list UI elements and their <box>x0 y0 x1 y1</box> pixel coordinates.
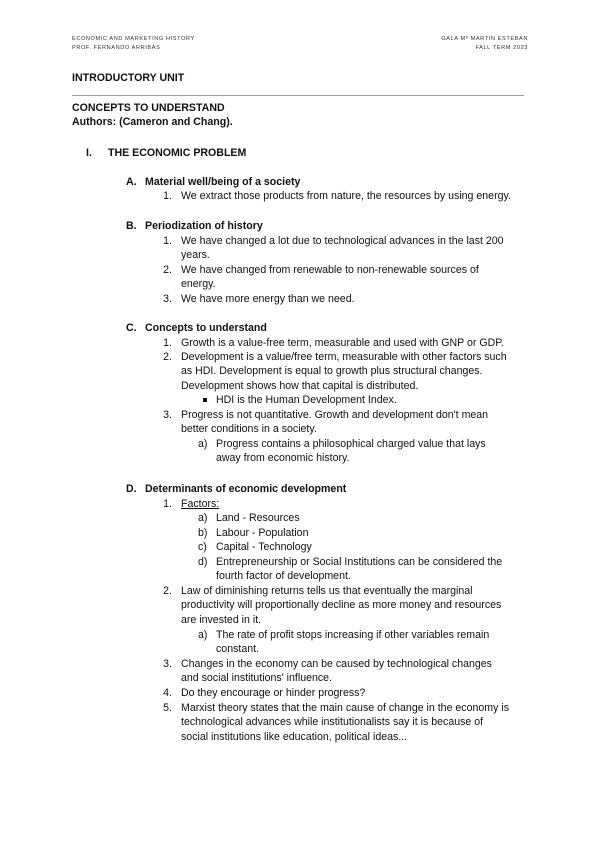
list-number: 2. <box>163 264 172 276</box>
list-item: We extract those products from nature, the resources by using energy. <box>181 190 511 202</box>
header-term: FALL TERM 2023 <box>475 45 528 51</box>
list-item-line: years. <box>181 249 210 261</box>
concepts-title: CONCEPTS TO UNDERSTAND <box>72 102 225 114</box>
section-numeral: I. <box>86 147 92 159</box>
square-bullet-icon <box>203 398 207 402</box>
sub-item-line: constant. <box>216 643 259 655</box>
list-item-line: Progress is not quantitative. Growth and development don't mean <box>181 409 489 421</box>
list-number: 1. <box>163 235 172 247</box>
sub-item-line: Entrepreneurship or Social Institutions can be considered the <box>216 556 503 568</box>
authors-line: Authors: (Cameron and Chang). <box>72 116 233 128</box>
list-number: 3. <box>163 658 172 670</box>
list-item-line: We have changed from renewable to non-renewable sources of <box>181 264 479 276</box>
list-number: 2. <box>163 585 172 597</box>
sub-item-line: fourth factor of development. <box>216 570 351 582</box>
list-number: 3. <box>163 293 172 305</box>
section-title: THE ECONOMIC PROBLEM <box>108 147 247 159</box>
list-number: 5. <box>163 702 172 714</box>
list-number: 4. <box>163 687 172 699</box>
list-number: 1. <box>163 190 172 202</box>
heading-b: Periodization of history <box>145 220 263 232</box>
sub-marker: c) <box>198 541 207 553</box>
list-item-line: productivity will proportionally decline as more money and resources <box>181 599 502 611</box>
sub-item-line: Progress contains a philosophical charged value that lays <box>216 438 486 450</box>
sub-marker: a) <box>198 629 208 641</box>
list-item-line: Development shows how that capital is distributed. <box>181 380 419 392</box>
sub-marker: a) <box>198 438 208 450</box>
header-course: ECONOMIC AND MARKETING HISTORY <box>72 36 195 42</box>
sub-marker: b) <box>198 527 208 539</box>
list-item-line: and social institutions' influence. <box>181 672 333 684</box>
list-item-line: Marxist theory states that the main cause of change in the economy is <box>181 702 509 714</box>
heading-c: Concepts to understand <box>145 322 267 334</box>
sub-item-line: away from economic history. <box>216 452 350 464</box>
sub-item-line: Capital - Technology <box>216 541 312 553</box>
list-number: 2. <box>163 351 172 363</box>
sub-item-line: The rate of profit stops increasing if other variables remain <box>216 629 490 641</box>
sub-item-line: Labour - Population <box>216 527 309 539</box>
list-item-line: technological advances while institutionalists say it is because of <box>181 716 484 728</box>
heading-d: Determinants of economic development <box>145 483 347 495</box>
heading-a: Material well/being of a society <box>145 176 301 188</box>
heading-d-marker: D. <box>126 483 137 495</box>
sub-marker: a) <box>198 512 208 524</box>
header-author: GALA Mª MARTIN ESTEBAN <box>441 36 528 42</box>
factors-label: Factors: <box>181 498 220 510</box>
list-item-line: We have changed a lot due to technological advances in the last 200 <box>181 235 504 247</box>
list-item-line: energy. <box>181 278 216 290</box>
sub-item-line: Land - Resources <box>216 512 300 524</box>
list-number: 1. <box>163 337 172 349</box>
unit-title: INTRODUCTORY UNIT <box>72 72 185 84</box>
heading-b-marker: B. <box>126 220 137 232</box>
list-item-line: better conditions in a society. <box>181 423 317 435</box>
header-professor: PROF. FERNANDO ARRIBAS <box>72 45 161 51</box>
list-item-line: Changes in the economy can be caused by technological changes <box>181 658 492 670</box>
list-item-line: Development is a value/free term, measurable with other factors such <box>181 351 507 363</box>
list-item: Growth is a value-free term, measurable and used with GNP or GDP. <box>181 337 504 349</box>
list-item-line: We have more energy than we need. <box>181 293 355 305</box>
heading-a-marker: A. <box>126 176 137 188</box>
bullet-item: HDI is the Human Development Index. <box>216 394 397 406</box>
divider <box>72 95 524 96</box>
heading-c-marker: C. <box>126 322 137 334</box>
list-item-line: Do they encourage or hinder progress? <box>181 687 366 699</box>
sub-marker: d) <box>198 556 208 568</box>
list-item-line: social institutions like education, political ideas... <box>181 731 408 743</box>
list-number: 3. <box>163 409 172 421</box>
list-item-line: Law of diminishing returns tells us that eventually the marginal <box>181 585 473 597</box>
list-item-line: as HDI. Development is equal to growth plus structural changes. <box>181 365 483 377</box>
list-item-line: are invested in it. <box>181 614 262 626</box>
list-number: 1. <box>163 498 172 510</box>
